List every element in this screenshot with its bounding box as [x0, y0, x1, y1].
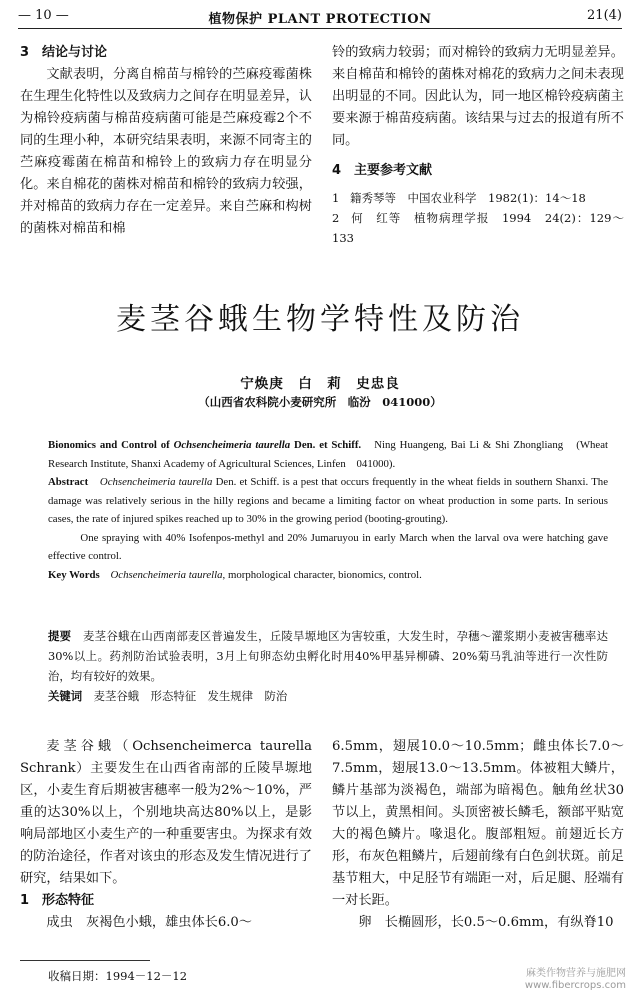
morphology-paragraph: 6.5mm，翅展10.0～10.5mm；雌虫体长7.0～7.5mm，翅展13.0～13.5mm。体被粗大鳞片，鳞片基部为淡褐色，端部为暗褐色。触角丝状30节以上，黄黑相间。头顶密被长鳞毛，额部平贴宽大的褐色鳞片。喙退化。腹部粗短。前翅近长方形，布灰色粗鳞片，后翅前缘有白色剑状斑。前足基节粗大，中足胫节有端距一对，后足腿、胫端有一对长距。 — [332, 739, 624, 908]
reference-item: 1 籍秀琴等 中国农业科学 1982(1)：14～18 — [332, 191, 586, 205]
running-header — [18, 6, 622, 28]
left-column-body — [20, 736, 312, 934]
volume-issue: 21(4) — [587, 8, 622, 23]
section-heading: 1 形态特征 — [20, 893, 95, 908]
egg-paragraph: 卵 长椭圆形，长0.5～0.6mm，有纵脊10 — [358, 915, 614, 930]
page-number: — 10 — — [18, 8, 69, 23]
article-title: 麦茎谷蛾生物学特性及防治 — [116, 302, 524, 337]
reference-item: 2 何 红等 植物病理学报 1994 24(2)：129～133 — [332, 211, 624, 245]
right-column-top — [332, 42, 624, 248]
article-affiliation: （山西省农科院小麦研究所 临汾 041000） — [198, 395, 442, 409]
reference-list — [332, 188, 624, 248]
keywords-label: Key Words — [48, 568, 100, 581]
section-paragraph-continued: 铃的致病力较弱；而对棉铃的致病力无明显差异。来自棉苗和棉铃的菌株对棉花的致病力之间未表现出明显的不同。因此认为，同一地区棉铃疫病菌主要来源于棉苗疫病菌。该结果与过去的报道有所不同。 — [332, 45, 624, 148]
right-column-body — [332, 736, 624, 934]
watermark: 麻类作物营养与施肥网 www.fibercrops.com — [524, 968, 626, 991]
english-abstract: Bionomics and Control of Ochsencheimeria taurella Den. et Schiff. Ning Huangeng, Bai Li & Shi Zhongliang (Wheat Research Institute, Shanxi Academy of Agricultural Sciences, Linfen 041000). Abstract Ochsencheimeria taurella Den. et Schiff. is a pest that occurs frequently in the wheat fields in southern Shanxi. The damage was relatively serious in the hilly regions and became a limiting factor on wheat production in some parts. In serious cases, the rate of injured spikes reached up to 30% in the growing period (booting-grouting). One spraying with 40% Isofenpos-methyl and 20% Jumaruyou in early March when the larval ova were hatching gave effective control. Key Words Ochsencheimeria taurella, morphological character, bionomics, control. — [48, 439, 608, 581]
footnote-rule — [20, 960, 150, 961]
received-date: 收稿日期：1994－12－12 — [48, 969, 188, 983]
section-paragraph: 文献表明，分离自棉苗与棉铃的苎麻疫霉菌株在生理生化特性以及致病力之间存在明显差异，认为棉铃疫病菌与棉苗疫病菌可能是苎麻疫霉2个不同的生理小种，本研究结果表明，来源不同寄主的苎麻疫霉菌在棉苗和棉铃上的致病力存在明显分化。来自棉花的菌株对棉苗和棉铃的致病力较强，并对棉苗的致病力存在一定差异。来自苎麻和构树的菌株对棉苗和棉 — [20, 67, 312, 236]
adult-paragraph: 成虫 灰褐色小蛾，雄虫体长6.0～ — [46, 915, 252, 930]
intro-paragraph: 麦茎谷蛾（Ochsencheimerca taurella Schrank）主要发生在山西省南部的丘陵旱塬地区，小麦生育后期被害穗率一般为2%～10%，严重的达30%以上，个别地块高达80%以上，是影响局部地区小麦生产的一种重要害虫。为探求有效的防治途径，作者对该虫的形态及发生情况进行了研究，结果如下。 — [20, 739, 312, 886]
references-heading: 4 主要参考文献 — [332, 163, 433, 178]
left-column-top — [20, 42, 312, 240]
article-authors: 宁焕庚 白 莉 史忠良 — [240, 376, 400, 392]
chinese-abstract: 提要 麦茎谷蛾在山西南部麦区普遍发生，丘陵旱塬地区为害较重，大发生时，孕穗～灌浆期小麦被害穗率达30%以上。药剂防治试验表明，3月上旬卵态幼虫孵化时用40%甲基异柳磷、20%菊马乳油等进行一次性防治，均有较好的效果。 关键词 麦茎谷蛾 形态特征 发生规律 防治 — [48, 629, 608, 703]
journal-name: 植物保护 PLANT PROTECTION — [208, 12, 432, 27]
header-rule — [18, 28, 622, 29]
section-heading: 3 结论与讨论 — [20, 45, 108, 60]
abstract-label: Abstract — [48, 476, 89, 488]
